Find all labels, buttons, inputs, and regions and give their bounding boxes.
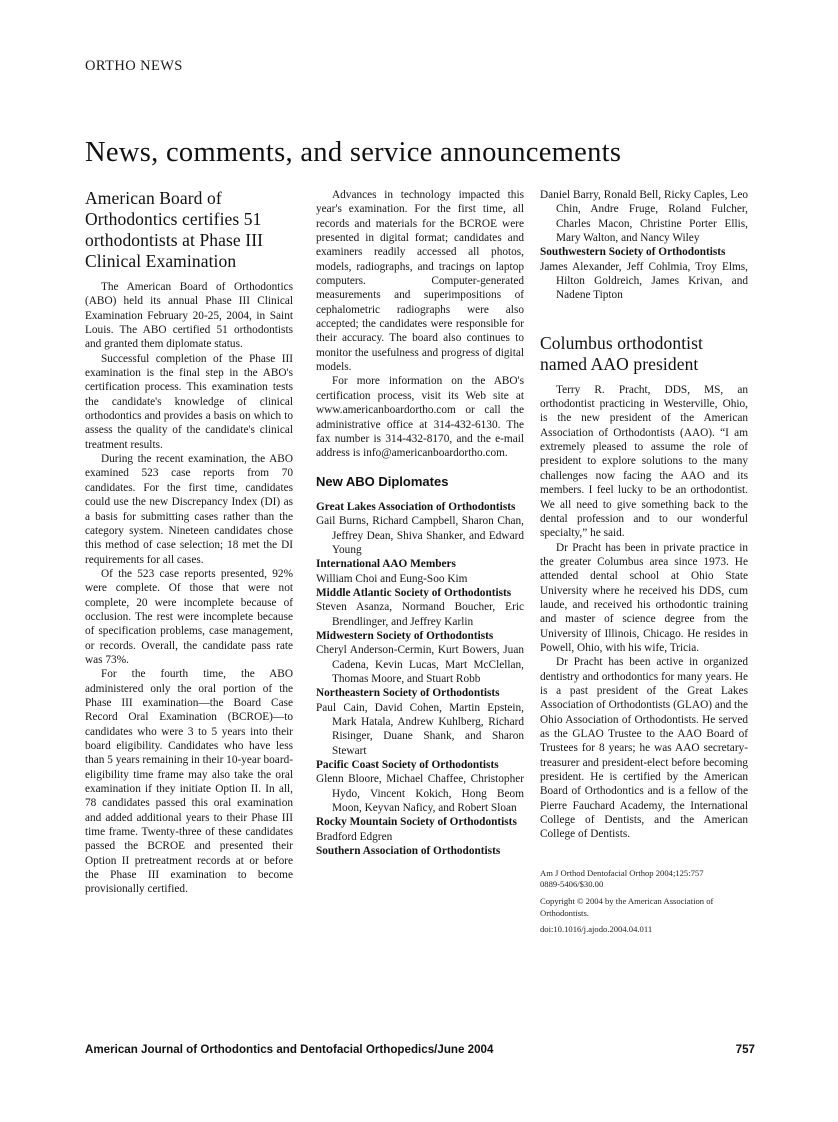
society-name — [316, 686, 524, 700]
article-footnote — [540, 868, 748, 936]
society-name-text: Great Lakes Association of Orthodontists — [316, 500, 516, 513]
society-name-text: Rocky Mountain Society of Orthodontists — [316, 816, 517, 829]
column-2 — [316, 188, 524, 858]
article-columns — [85, 188, 755, 1018]
paragraph: Terry R. Pracht, DDS, MS, an orthodontist practicing in Westerville, Ohio, is the new president of the American Association of Orthodontists (AAO). “I am extremely pleased to assume the role of president to explore solutions to the many challenges now facing the AAO and its members. I feel lucky to be an orthodontist. We all need to give something back to the dental profession and to our wonderful specialty,” he said. — [540, 383, 748, 540]
society-name-text: International AAO Members — [316, 558, 456, 571]
paragraph: Of the 523 case reports presented, 92% were complete. Of those that were not complete, 20 were incomplete because of occlusion. The rest were incomplete because of specification problems, case management, or records. Overall, the candidate pass rate was 73%. — [85, 567, 293, 666]
society-name — [316, 557, 524, 571]
society-name — [316, 629, 524, 643]
paragraph: Dr Pracht has been active in organized dentistry and orthodontics for many years. He is a past president of the Great Lakes Association of Orthodontists (GLAO) and the Ohio Association of Orthodontists. He served as the GLAO Trustee to the AAO Board of Trustees for 8 years; he was AAO secretary-treasurer and president-elect before becoming president. He is certified by the American Board of Orthodontics and is a fellow of the Pierre Fauchard Academy, the International College of Dentists, and the American College of Dentists. — [540, 656, 748, 841]
society-members — [316, 514, 524, 557]
paragraph: Advances in technology impacted this year's examination. For the first time, all records and materials for the BCROE were presented in digital format; candidates and examiners readily accessed all photos, models, radiographs, and tracings on laptop computers. Computer-generated measurements and superimpositions of cephalometric radiographs were also accepted; the candidates were responsible for their accuracy. The board also continues to monitor the usefulness and progress of digital models. — [316, 189, 524, 374]
society-name — [316, 815, 524, 829]
paragraph: Successful completion of the Phase III examination is the final step in the ABO's certification process. This examination tests the candidate's knowledge of clinical orthodontics and provides a basis on which to assess the quality of the candidate's clinical treatment results. — [85, 352, 293, 451]
society-members-text: Steven Asanza, Normand Boucher, Eric Brendlinger, and Jeffrey Karlin — [316, 601, 524, 628]
column-1 — [85, 188, 293, 897]
footer-page-number: 757 — [735, 1043, 755, 1056]
society-name — [540, 245, 748, 259]
footnote-citation: Am J Orthod Dentofacial Orthop 2004;125:757 — [540, 867, 704, 878]
society-members — [316, 701, 524, 758]
footer-journal-line: American Journal of Orthodontics and Dentofacial Orthopedics/June 2004 — [85, 1043, 494, 1056]
society-members-text: Glenn Bloore, Michael Chaffee, Christopher Hydo, Vincent Kokich, Hong Beom Moon, Keyvan Naficy, and Robert Sloan — [316, 773, 524, 815]
society-name — [316, 758, 524, 772]
society-name — [316, 586, 524, 600]
society-members — [540, 260, 748, 303]
society-members — [316, 600, 524, 629]
section-heading-columbus: Columbus orthodontist named AAO president — [540, 332, 704, 374]
page-title: News, comments, and service announcements — [85, 137, 622, 169]
society-name — [316, 844, 524, 858]
society-members-text: Bradford Edgren — [316, 830, 393, 843]
footnote-doi: doi:10.1016/j.ajodo.2004.04.011 — [540, 924, 653, 935]
paragraph: The American Board of Orthodontics (ABO) held its annual Phase III Clinical Examination February 20-25, 2004, in Saint Louis. The ABO certified 51 orthodontists and granted them diplomate status. — [85, 281, 293, 351]
society-members — [316, 572, 524, 586]
society-members — [316, 643, 524, 686]
paragraph: Dr Pracht has been in private practice in the greater Columbus area since 1973. He attended dental school at Ohio State University where he received his DDS, cum laude, and received his orthodontic training and master of science degree from the University of Illinois, Chicago. He resides in Powell, Ohio, with his wife, Tricia. — [540, 541, 748, 654]
column-3 — [540, 188, 748, 936]
society-members-text: Cheryl Anderson-Cermin, Kurt Bowers, Juan Cadena, Kevin Lucas, Mart McClellan, Thomas Moore, and Stuart Robb — [316, 644, 524, 685]
section-spacer — [540, 303, 748, 333]
society-name-text: Northeastern Society of Orthodontists — [316, 687, 500, 700]
paragraph: For more information on the ABO's certification process, visit its Web site at www.americanboardortho.com or call the administrative office at 314-432-6130. The fax number is 314-432-8170, and the e-mail address is info@americanboardortho.com. — [316, 375, 524, 460]
footnote-copyright: Copyright © 2004 by the American Association of Orthodontists. — [540, 895, 714, 918]
section-heading-abo: American Board of Orthodontics certifies 51 orthodontists at Phase III Clinical Examination — [85, 188, 264, 271]
society-name-text: Southwestern Society of Orthodontists — [540, 246, 726, 259]
society-members-text: Gail Burns, Richard Campbell, Sharon Chan, Jeffrey Dean, Shiva Shanker, and Edward Young — [316, 515, 524, 556]
society-name-text: Middle Atlantic Society of Orthodontists — [316, 586, 512, 599]
society-name-text: Midwestern Society of Orthodontists — [316, 629, 494, 642]
society-members-text: William Choi and Eung-Soo Kim — [316, 572, 468, 585]
society-name — [316, 500, 524, 514]
society-members — [316, 772, 524, 815]
society-name-text: Pacific Coast Society of Orthodontists — [316, 759, 499, 772]
society-members-text: James Alexander, Jeff Cohlmia, Troy Elms, Hilton Goldreich, James Krivan, and Nadene Tipton — [540, 260, 748, 302]
society-members — [316, 830, 524, 844]
paragraph: During the recent examination, the ABO examined 523 case reports from 70 candidates. For the first time, candidates could use the new Discrepancy Index (DI) as a basis for submitting cases rather than the category system. Nineteen candidates chose this method of case selection; 18 met the DI requirements for all cases. — [85, 453, 293, 566]
society-members — [540, 188, 748, 245]
paragraph: For the fourth time, the ABO administered only the oral portion of the Phase III examination—the Board Case Record Oral Examination (BCROE)—to candidates who were 3 to 5 years into their board eligibility. Candidates who have less than 5 years remaining in their 10-year board-eligibility time frame may also take the oral examination if they initiate Option II. In all, 78 candidates passed this oral examination and added additional years to their Phase III time frame. Twenty-three of these candidates passed the BCROE and presented their Option II pretreatment records at or before the Phase III examination to become provisionally certified. — [85, 668, 293, 896]
society-members-text: Paul Cain, David Cohen, Martin Epstein, Mark Hatala, Andrew Kuhlberg, Richard Risinger, Duane Shank, and Sharon Stewart — [316, 701, 524, 757]
footnote-issn: 0889-5406/$30.00 — [540, 879, 604, 890]
society-name-text: Southern Association of Orthodontists — [316, 845, 501, 858]
running-head: ORTHO NEWS — [85, 58, 183, 74]
subhead-new-abo-diplomates: New ABO Diplomates — [316, 473, 449, 489]
society-members-text: Daniel Barry, Ronald Bell, Ricky Caples, Leo Chin, Andre Fruge, Roland Fulcher, Charles Macon, Christine Porter Ellis, Mary Walton, and Nancy Wiley — [540, 189, 748, 245]
